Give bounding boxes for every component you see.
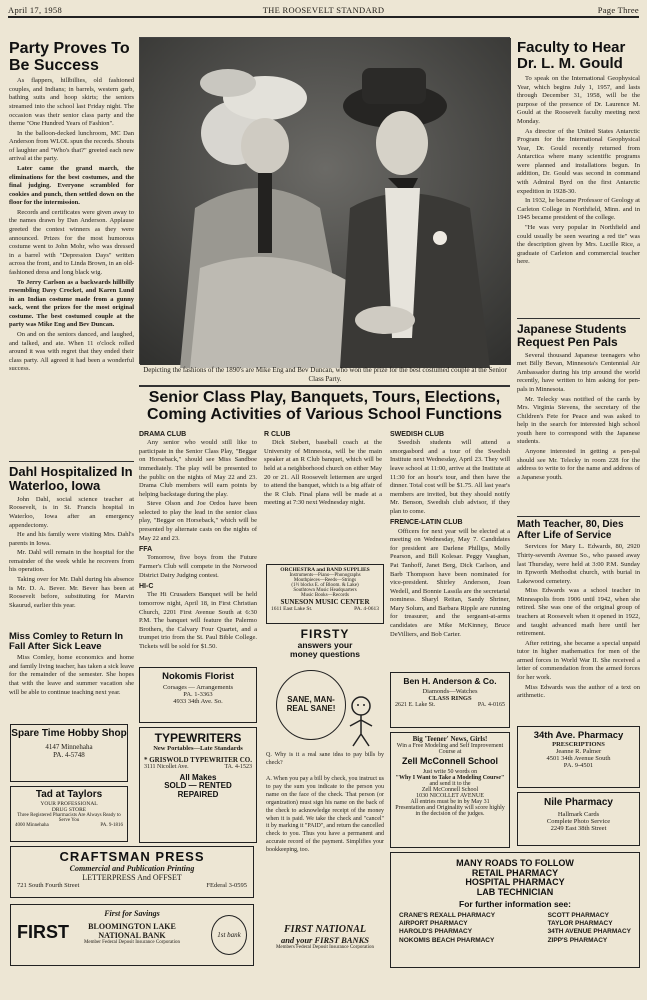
pharmacy-list-item: CRANE'S REXALL PHARMACY	[399, 911, 496, 919]
ad-spare-time: Spare Time Hobby Shop 4147 Minnehaha PA. 4-5748	[10, 724, 128, 782]
firsty-answer: A. When you pay a bill by check, you instruct us to pay the sum you indicate to the person you name on the face of the check. That person (or organization) must sign his name on the back of the check to acknowledge receipt of the money when it is paid. We take the check and "cancel" it by marking it "PAID", and return the cancelled check to you. Thus you have a permanent and accurate record of the payment. Simplifies your bookkeeping, too.	[266, 776, 384, 854]
math-article: Math Teacher, 80, Dies After Life of Service Services for Mary L. Edwards, 80, 2920 Thirty-seventh Avenue So., who passed away last Thursday, were held at 3:00 P.M. Sunday in Epworth Methodist church, with burial in Lakewood cemetery. Miss Edwards was a school teacher in Minneapolis from 1906 until 1942, when she retired. She was one of the original group of teachers at Roosevelt when it opened in 1922, and taught advanced math here until her retirement. After retiring, she became a special unpaid tutor in higher mathematics for men of the armed forces in World War II. She received a letter of commendation from the armed forces for her work. Miss Edwards was the author of a text on arithmetic.	[517, 519, 640, 700]
party-para: Later came the grand march, the eliminations for the best costumes, and the final judging. Everyone scrambled for cookies and punch, then settled down on the floor for the intermission.	[9, 165, 134, 207]
bank-seal: 1st bank	[211, 915, 247, 955]
dahl-para: Taking over for Mr. Dahl during his absence is Mr. D. A. Bever. Mr. Bever has been at Roosevelt before, substituting for Marvin Skaurud, earlier this year.	[9, 576, 134, 609]
masthead-date: April 17, 1958	[8, 5, 63, 15]
masthead-page: Page Three	[597, 5, 639, 15]
senior-party-photo	[139, 37, 510, 364]
ad-nokomis-florist: Nokomis Florist Corsages — Arrangements PA. 1-3363 4933 34th Ave. So.	[139, 667, 257, 723]
pharmacy-list-item: ZIPP'S PHARMACY	[547, 936, 608, 944]
photo-couple-image	[140, 38, 511, 365]
dahl-para: He and his family were visiting Mrs. Dahl's parents in Iowa.	[9, 531, 134, 547]
party-article	[9, 40, 134, 456]
dahl-article	[9, 465, 134, 625]
activities-col-2: R CLUB Dick Siebert, baseball coach at the University of Minnesota, will be the main speaker at an R Club banquet, which will be held at a neighborhood church on either May 20 or 21. All Roosevelt lettermen are urged to attend the banquet, which is a big affair of the R Club. Final plans will be made at a meeting at 7:30 next Wednesday night.	[264, 431, 382, 507]
ad-ben-anderson: Ben H. Anderson & Co. Diamonds—Watches CLASS RINGS 2621 E. Lake St. PA. 4-0165	[390, 672, 510, 728]
firsty-mascot-icon	[344, 696, 378, 748]
party-para: On and on the seniors danced, and laughed, and talked, and ate. When 11 o'clock rolled around it was with regret that they ended their class party. All agreed it had been a wonderful success.	[9, 330, 134, 373]
japanese-article: Japanese Students Request Pen Pals Several thousand Japanese teenagers who met Billy Bevan, Minnesota's Centennial Air Ambassador during his trip around the world recently, have written to him asking for pen-pals in Minnesota. Mr. Telecky was notified of the cards by Mrs. Virginia Stevens, the secretary of the Children's Fete for Peace and was asked to help in the search for interested high school youth here to correspond with the Japanese students. Anyone interested in getting a pen-pal should see Mr. Telecky in room 228 for the address to write to for the name and address of a Japanese youth.	[517, 322, 640, 481]
comley-para: Miss Comley, home economics and home and family living teacher, has taken a sick leave for the remainder of the semester. She hopes that with the leave and summer vacation she will be able to continue teaching next year.	[9, 654, 134, 696]
ad-craftsman-press: CRAFTSMAN PRESS Commercial and Publication Printing LETTERPRESS And OFFSET 721 South Fourth Street FEderal 3-0595	[10, 846, 254, 898]
ad-34th-ave-pharmacy: 34th Ave. Pharmacy PRESCRIPTIONS Jeanne R. Palmer 4501 34th Avenue South PA. 9-4501	[517, 726, 640, 788]
ad-many-roads: MANY ROADS TO FOLLOW RETAIL PHARMACY HOSPITAL PHARMACY LAB TECHNICIAN For further information see: CRANE'S REXALL PHARMACY AIRPORT PHARMACY HAROLD'S PHARMACY NOKOMIS BEACH PHARMACY SCOTT PHARMACY TAYLOR PHARMACY 34TH AVENUE PHARMACY ZIPP'S PHARMACY	[390, 852, 640, 968]
ad-first-national: FIRST NATIONAL and your FIRST BANKS Members Federal Deposit Insurance Corporation	[275, 924, 375, 950]
ad-firsty: FIRSTY answers your money questions SANE, MAN- REAL SANE! Q. Why is it a real sane idea to pay bills by check? A. When you pay a bill by check, you instruct us to pay the sum you indicate to the person you name on the face of the check. That person (or organization) must sign his name on the back of the check to acknowledge receipt of the money when it is paid. We take the check and "cancel" it by marking it "PAID", and return the cancelled check to you. Thus you have a permanent and accurate record of the payment. Simplifies your bookkeeping, too.	[266, 628, 384, 908]
ad-zell-mcconnell: Big 'Teener' News, Girls! Win a Free Modeling and Self Improvement Course at Zell McConnell School Just write 50 words on "Why I Want to Take a Modeling Course" and send it to the Zell McConnell School 1030 NICOLLET AVENUE All entries must be in by May 31 Presentation and Originality will score highly in the decision of the judges.	[390, 732, 510, 848]
activities-col-1: DRAMA CLUB Any senior who would still like to participate in the Senior Class Play, "Beggar on Horseback," should see Miss Sandboe immediately. The play will be presented to the public on the nights of May 22 and 23. Drama Club members will earn points by helping backstage during the play. Steve Olson and Joe Ordos have been selected to play the lead in the senior class play, "Beggar on Horseback," which will be presented by alternate casts on the nights of May 22 and 23. FFA Tomorrow, five boys from the Future Farmer's Club will compete in the Norwood District Dairy Judging contest. HI-C The Hi Crusaders Banquet will be held tomorrow night, April 18, in First Christian Church, 2201 First Avenue South at 6:30 P.M. The banquet will feature the Palermo Brothers, the Calvary Four Quartet, and a trumpet trio from the St. Paul Bible College. Tickets will be sold for $1.50.	[139, 431, 257, 650]
firsty-question: Q. Why is it a real sane idea to pay bills by check?	[266, 752, 384, 766]
comley-article	[9, 632, 134, 722]
dahl-para: John Dahl, social science teacher at Roosevelt, is in St. Francis hospital in Waterloo, Iowa after an emergency appendectomy.	[9, 495, 134, 529]
party-para: Records and certificates were given away to the names drawn by Dan Anderson. Applause greeted the contest winners as they were announced. Prizes for the most humorous costume went to John Mohr, who was dressed in a barrel with "Depression Days" written across the front, and to Linda Brown, in an old-fashioned dress and long black wig.	[9, 208, 134, 276]
pharmacy-list-item: SCOTT PHARMACY	[547, 911, 609, 919]
firsty-speech-bubble: SANE, MAN- REAL SANE!	[276, 670, 346, 740]
ad-suneson-music: ORCHESTRA and BAND SUPPLIES Instruments—Piano—Phonographs Mouthpieces—Reeds—Strings (1½ blocks E. of Bloom. & Lake) Southtown Music Headquarters Music Books—Records SUNESON MUSIC CENTER 1611 East Lake St. PA. 4-0613	[266, 564, 384, 624]
activities-col-3: SWEDISH CLUB Swedish students will attend a smorgasbord and a tour of the Swedish Institute next Wednesday, April 23. They will leave school at 11:00, arrive at the Institute at 11:30 for an hour's tour, and then have the dinner. Total cost will be $1.75. All last year's members are invited, but they should notify Mr. Benson, Swedish club advisor, if they plan to come. FRENCE-LATIN CLUB Officers for next year will be elected at a meeting on Wednesday, May 7. Candidates for president are Darlene Phillips, Molly Pearson, and Bill Kolesar. Peggy Vaughan, Pat Tanhoff, Janet Berg, Dick Carlson, and Barb Thompson have been nominated for vice-president. Shirley Anderson, Joan Wedell, and Bonnie Lassila are the secretarial nominess. Sharyl Reitan, Sandy Shriner, Mary Solum, and Barbara Ripple are running for treasurer, and the sergeant-at-arms candidates are Mike McKinney, Bruce DeVilliers, and Bob Carter.	[390, 431, 510, 638]
photo-caption: Depicting the fashions of the 1890's are Mike Eng and Bev Duncan, who won the prize for the best costumed couple at the Senior Class Party.	[143, 366, 507, 383]
gould-article: Faculty to Hear Dr. L. M. Gould To speak on the International Geophysical Year, which begins July 1, 1957, and lasts through December 31, 1958, will be the purpose of the presence of Dr. Laurence M. Gould at the Roosevelt faculty meeting next Monday. As director of the United States Antarctic Program for the International Geophysical Year, Dr. Gould recently returned from Antarctica where many scientific programs were planned and installations begun. In addition, Dr. Gould was second in command with Admiral Byrd on the first Antarctic expedition in 1928-30. In 1932, he became Professor of Geology at Carleton College in Northfield, Minn. and in 1945 became president of the college. "He was very popular in Northfield and could usually be seen wearing a red tie" was the description given by Mrs. Lucille Rice, a graduate of Carleton and commercial teacher here.	[517, 39, 640, 266]
party-para: As flappers, hillbillies, old fashioned couples, and Indians; in barrels, western garb, bathing suits and hoop skirts; the seniors streamed into the school last Friday night. The occasion was their senior class party and the theme "One Hundred Years of Fashion".	[9, 77, 134, 128]
pharmacy-list-item: TAYLOR PHARMACY	[547, 920, 613, 928]
party-headline: Party Proves To Be Success	[9, 40, 130, 75]
gould-headline: Faculty to Hear Dr. L. M. Gould	[517, 39, 626, 73]
math-headline: Math Teacher, 80, Dies After Life of Service	[517, 519, 624, 541]
japanese-headline: Japanese Students Request Pen Pals	[517, 322, 627, 349]
comley-headline: Miss Comley to Return In Fall After Sick Leave	[9, 631, 124, 653]
activities-headline: Senior Class Play, Banquets, Tours, Elections, Coming Activities of Various School Functions	[147, 389, 502, 424]
dahl-para: Mr. Dahl will remain in the hospital for the remainder of the week while he recovers from his operation.	[9, 549, 134, 574]
masthead	[8, 3, 639, 18]
pharmacy-list-item: AIRPORT PHARMACY	[399, 920, 468, 928]
party-para: To Jerry Carlson as a backwards hillbilly resembling Davy Crocket, and Karen Lund in an Indian costume made from a gunny sack, went the prizes for the most original costume. The best costumed couple at the party was Mike Eng and Bev Duncan.	[9, 278, 134, 329]
ad-typewriters: TYPEWRITERS New Portables—Late Standards * GRISWOLD TYPEWRITER CO. 3111 Nicollet Ave. TA. 4-1523 All Makes SOLD — RENTED REPAIRED	[139, 727, 257, 843]
ad-tad-at-taylors: Tad at Taylors YOUR PROFESSIONAL DRUG STORE Three Registered Pharmacists Are Always Ready to Serve You 4000 Minnehaha PA. 9-1816	[10, 786, 128, 842]
ad-bloomington-bank: First for Savings FIRST BLOOMINGTON LAKE NATIONAL BANK Member Federal Deposit Insurance Corporation 1st bank	[10, 904, 254, 966]
first-logo: FIRST	[17, 922, 69, 942]
party-para: In the balloon-decked lunchroom, MC Dan Anderson from WLOL spun the records. Shouts of laughter and "Who's that?" greeted each new arrival at the party.	[9, 129, 134, 163]
dahl-headline: Dahl Hospitalized In Waterloo, Iowa	[9, 464, 133, 493]
pharmacy-list-item: HAROLD'S PHARMACY	[399, 928, 473, 936]
pharmacy-list-item: 34TH AVENUE PHARMACY	[547, 928, 631, 936]
ad-nile-pharmacy: Nile Pharmacy Hallmark Cards Complete Photo Service 2249 East 38th Street	[517, 792, 640, 846]
pharmacy-list-item: NOKOMIS BEACH PHARMACY	[399, 936, 495, 944]
masthead-title: THE ROOSEVELT STANDARD	[262, 5, 385, 15]
